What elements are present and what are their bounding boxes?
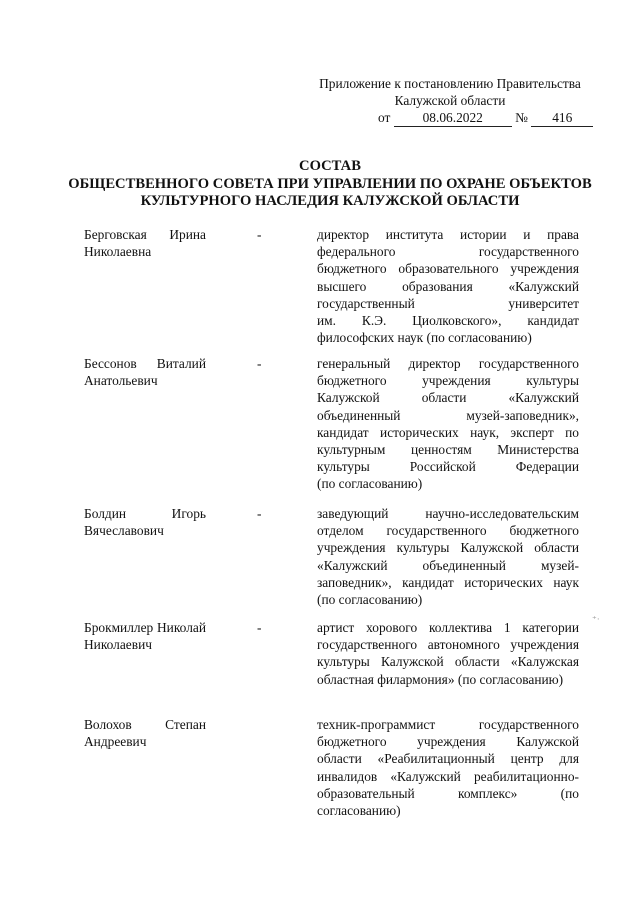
title-line3: КУЛЬТУРНОГО НАСЛЕДИЯ КАЛУЖСКОЙ ОБЛАСТИ bbox=[140, 193, 520, 209]
role-line: Калужской области «Калужский bbox=[317, 390, 579, 406]
appendix-header-line2: Калужской области bbox=[394, 93, 506, 108]
dash-separator: - bbox=[257, 356, 262, 371]
role-line: согласованию) bbox=[317, 803, 401, 819]
member-name bbox=[84, 619, 206, 653]
dash-separator: - bbox=[257, 227, 262, 242]
role-line: государственный университет bbox=[317, 295, 579, 311]
role-line: культурным ценностям Министерства bbox=[317, 442, 579, 458]
number-value: 416 bbox=[531, 109, 593, 127]
role-line: бюджетного образовательного учреждения bbox=[317, 261, 579, 277]
number-prefix: № bbox=[515, 110, 528, 125]
appendix-header bbox=[300, 75, 600, 127]
member-name-line1: Болдин Игорь bbox=[84, 506, 206, 521]
role-line: государственного автономного учреждения bbox=[317, 637, 579, 653]
role-line: генеральный директор государственного bbox=[317, 356, 579, 371]
role-line: отделом государственного бюджетного bbox=[317, 523, 579, 539]
role-line: инвалидов «Калужский реабилитационно- bbox=[317, 768, 579, 784]
date-prefix: от bbox=[378, 110, 391, 125]
member-name-line2: Вячеславович bbox=[84, 523, 164, 539]
role-line: области «Реабилитационный центр для bbox=[317, 751, 579, 767]
title-line1: СОСТАВ bbox=[299, 158, 361, 174]
member-role bbox=[317, 355, 579, 493]
role-line: образовательный комплекс» (по bbox=[317, 785, 579, 801]
role-line: им. К.Э. Циолковского», кандидат bbox=[317, 313, 579, 329]
role-line: культуры Калужской области «Калужская bbox=[317, 654, 579, 670]
role-line: объединенный музей-заповедник», bbox=[317, 407, 579, 423]
role-line: техник-программист государственного bbox=[317, 717, 579, 732]
role-line: областная филармония» (по согласованию) bbox=[317, 671, 564, 687]
role-line: философских наук (по согласованию) bbox=[317, 330, 532, 346]
role-line: (по согласованию) bbox=[317, 592, 423, 608]
role-line: высшего образования «Калужский bbox=[317, 278, 579, 294]
member-name bbox=[84, 355, 206, 389]
member-name-line1: Волохов Степан bbox=[84, 717, 206, 732]
member-name-line2: Николаевна bbox=[84, 244, 152, 260]
role-line: (по согласованию) bbox=[317, 476, 423, 492]
role-line: заповедник», кандидат исторических наук bbox=[317, 574, 579, 590]
role-line: культуры Российской Федерации bbox=[317, 459, 579, 475]
role-line: бюджетного учреждения культуры bbox=[317, 373, 579, 389]
member-name-line2: Анатольевич bbox=[84, 373, 158, 389]
role-line: федерального государственного bbox=[317, 244, 579, 260]
member-name-line1: Берговская Ирина bbox=[84, 227, 206, 242]
member-name-line1: Брокмиллер Николай bbox=[84, 620, 206, 635]
appendix-header-line1: Приложение к постановлению Правительства bbox=[319, 76, 581, 91]
member-role bbox=[317, 226, 579, 346]
member-name-line2: Николаевич bbox=[84, 637, 152, 653]
dash-separator: - bbox=[257, 506, 262, 521]
dash-separator: - bbox=[257, 620, 262, 635]
member-name-line1: Бессонов Виталий bbox=[84, 356, 206, 371]
member-name-line2: Андреевич bbox=[84, 734, 147, 750]
date-value: 08.06.2022 bbox=[394, 109, 512, 127]
member-role bbox=[317, 505, 579, 608]
document-title bbox=[60, 158, 600, 211]
role-line: артист хорового коллектива 1 категории bbox=[317, 620, 579, 635]
scan-speck: ⁺· bbox=[592, 614, 600, 624]
appendix-date-row bbox=[378, 109, 600, 127]
role-line: директор института истории и права bbox=[317, 227, 579, 242]
role-line: бюджетного учреждения Калужской bbox=[317, 734, 579, 750]
member-name bbox=[84, 226, 206, 260]
member-name bbox=[84, 505, 206, 539]
title-line2: ОБЩЕСТВЕННОГО СОВЕТА ПРИ УПРАВЛЕНИИ ПО ОХРАНЕ ОБЪЕКТОВ bbox=[68, 175, 592, 192]
member-name bbox=[84, 716, 206, 750]
role-line: учреждения культуры Калужской области bbox=[317, 540, 579, 556]
member-role bbox=[317, 619, 579, 688]
member-role bbox=[317, 716, 579, 819]
role-line: заведующий научно-исследовательским bbox=[317, 506, 579, 521]
role-line: «Калужский объединенный музей- bbox=[317, 557, 579, 573]
role-line: кандидат исторических наук, эксперт по bbox=[317, 424, 579, 440]
